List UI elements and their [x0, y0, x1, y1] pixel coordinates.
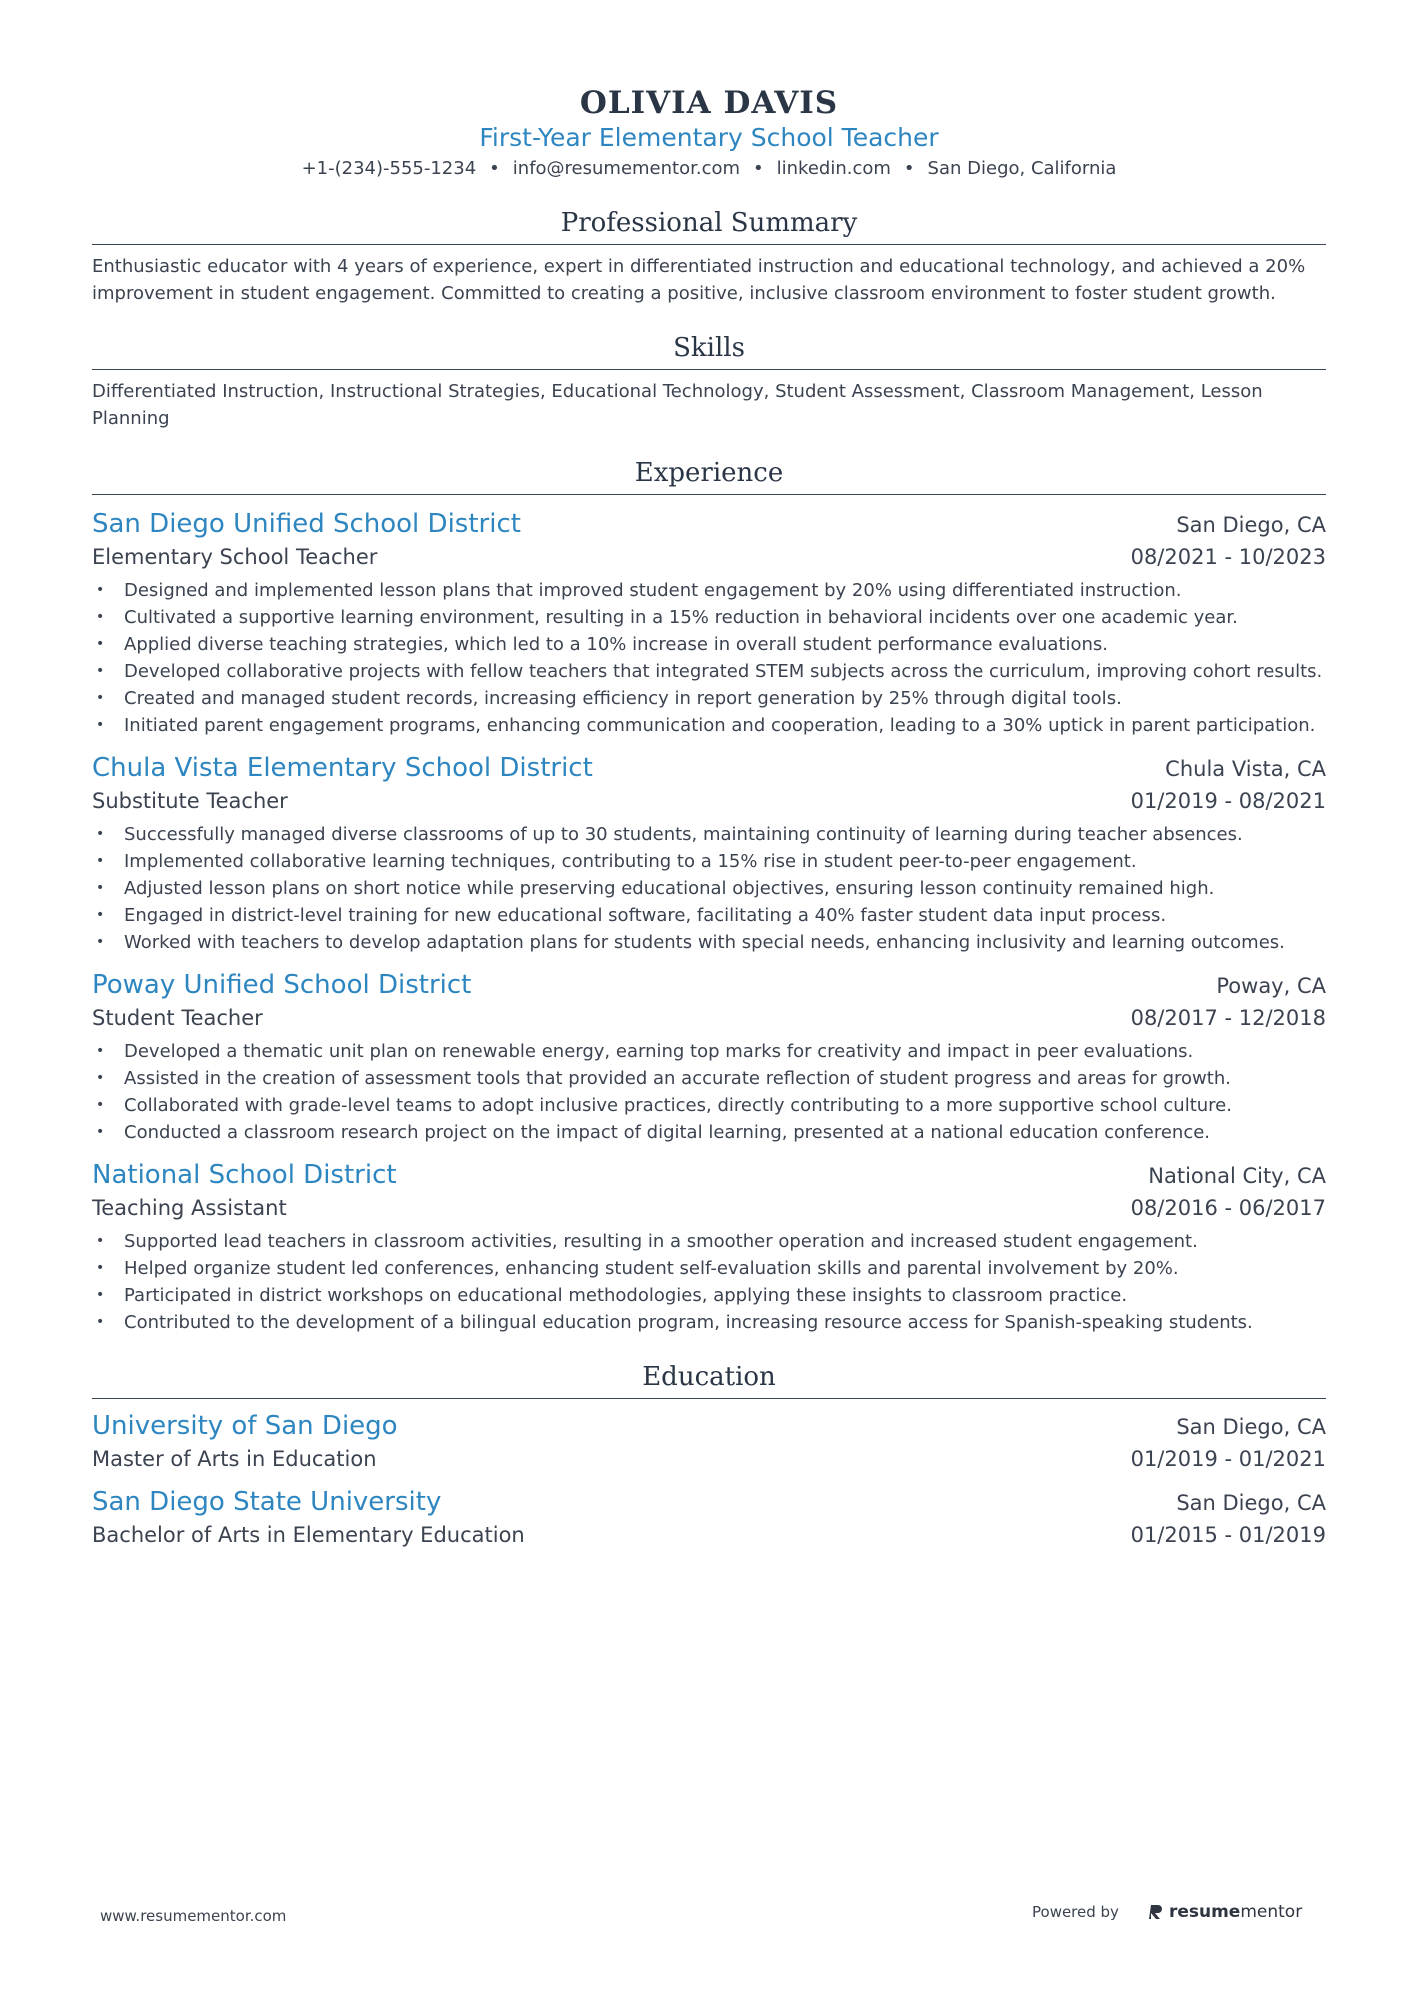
- summary-text: Enthusiastic educator with 4 years of experience, expert in differentiated instruction and educational technology, and achieved a 20% improvement in student engagement. Committed to creating a positive, inclusive classroom environment to foster student growth.: [92, 256, 1306, 304]
- job-entry: [92, 968, 1326, 1146]
- separator-dot: •: [903, 158, 915, 179]
- company-name: Chula Vista Elementary School District: [92, 753, 593, 783]
- bullet-item: • Assisted in the creation of assessment tools that provided an accurate reflection of student progress and areas for growth.: [92, 1065, 1326, 1092]
- footer-website-link[interactable]: www.resumementor.com: [100, 1907, 287, 1925]
- phone: +1-(234)-555-1234: [301, 158, 477, 179]
- bullet-item: • Developed collaborative projects with fellow teachers that integrated STEM subjects across the curriculum, improving cohort results.: [92, 658, 1326, 685]
- bullet-item: • Collaborated with grade-level teams to adopt inclusive practices, directly contributing to a more supportive school culture.: [92, 1092, 1326, 1119]
- bullet-item: • Participated in district workshops on educational methodologies, applying these insights to classroom practice.: [92, 1282, 1326, 1309]
- education-entry: [92, 1409, 1326, 1475]
- job-dates: 08/2017 - 12/2018: [1130, 1006, 1326, 1030]
- bullet-item: • Worked with teachers to develop adaptation plans for students with special needs, enhancing inclusivity and learning outcomes.: [92, 929, 1326, 956]
- company-name: National School District: [92, 1160, 397, 1190]
- separator-dot: •: [753, 158, 764, 179]
- degree: Master of Arts in Education: [92, 1447, 377, 1471]
- education-dates: 01/2015 - 01/2019: [1130, 1523, 1326, 1547]
- skills-heading: Skills: [92, 331, 1326, 370]
- bullet-item: • Supported lead teachers in classroom activities, resulting in a smoother operation and increased student engagement.: [92, 1228, 1326, 1255]
- education-dates: 01/2019 - 01/2021: [1130, 1447, 1326, 1471]
- bullet-item: • Cultivated a supportive learning environment, resulting in a 15% reduction in behavioral incidents over one academic year.: [92, 604, 1326, 631]
- bullet-item: • Created and managed student records, increasing efficiency in report generation by 25% through digital tools.: [92, 685, 1326, 712]
- bullet-item: • Engaged in district-level training for new educational software, facilitating a 40% faster student data input process.: [92, 902, 1326, 929]
- job-entry: [92, 507, 1326, 739]
- job-dates: 08/2016 - 06/2017: [1130, 1196, 1326, 1220]
- job-role: Elementary School Teacher: [92, 545, 378, 569]
- job-location: Poway, CA: [1216, 974, 1326, 998]
- bullet-item: • Implemented collaborative learning techniques, contributing to a 15% rise in student peer-to-peer engagement.: [92, 848, 1326, 875]
- bullet-item: • Helped organize student led conferences, enhancing student self-evaluation skills and parental involvement by 20%.: [92, 1255, 1326, 1282]
- footer-branding: [1032, 1902, 1302, 1922]
- job-role: Teaching Assistant: [92, 1196, 287, 1220]
- job-location: Chula Vista, CA: [1165, 757, 1326, 781]
- linkedin-link[interactable]: linkedin.com: [776, 158, 891, 179]
- school-location: San Diego, CA: [1176, 1415, 1326, 1439]
- job-dates: 08/2021 - 10/2023: [1130, 545, 1326, 569]
- bullet-item: • Adjusted lesson plans on short notice while preserving educational objectives, ensuring lesson continuity remained high.: [92, 875, 1326, 902]
- bullet-item: • Initiated parent engagement programs, enhancing communication and cooperation, leading to a 30% uptick in parent participation.: [92, 712, 1326, 739]
- degree: Bachelor of Arts in Elementary Education: [92, 1523, 525, 1547]
- email-link[interactable]: info@resumementor.com: [512, 158, 741, 179]
- summary-heading: Professional Summary: [92, 206, 1326, 245]
- school-name: San Diego State University: [92, 1487, 442, 1517]
- job-bullets: [92, 821, 1326, 956]
- powered-by-label: Powered by: [1032, 1903, 1119, 1921]
- contact-line: [92, 156, 1326, 182]
- candidate-title: First-Year Elementary School Teacher: [479, 123, 939, 152]
- brand-name-bold: resume: [1168, 1902, 1241, 1922]
- job-role: Student Teacher: [92, 1006, 263, 1030]
- bullet-item: • Conducted a classroom research project on the impact of digital learning, presented at a national education conference.: [92, 1119, 1326, 1146]
- education-entry: [92, 1485, 1326, 1551]
- job-location: San Diego, CA: [1176, 513, 1326, 537]
- job-dates: 01/2019 - 08/2021: [1130, 789, 1326, 813]
- job-role: Substitute Teacher: [92, 789, 288, 813]
- brand-logo[interactable]: [1149, 1902, 1302, 1922]
- separator-dot: •: [489, 158, 500, 179]
- company-name: Poway Unified School District: [92, 970, 472, 1000]
- school-location: San Diego, CA: [1176, 1491, 1326, 1515]
- resumementor-logo-icon: [1149, 1903, 1163, 1921]
- job-bullets: [92, 1228, 1326, 1336]
- skills-text: Differentiated Instruction, Instructional Strategies, Educational Technology, Student Assessment, Classroom Management, Lesson Planning: [92, 381, 1263, 429]
- job-entry: [92, 751, 1326, 956]
- job-bullets: [92, 1038, 1326, 1146]
- company-name: San Diego Unified School District: [92, 509, 521, 539]
- brand-name-rest: mentor: [1240, 1902, 1303, 1922]
- job-bullets: [92, 577, 1326, 739]
- bullet-item: • Designed and implemented lesson plans that improved student engagement by 20% using differentiated instruction.: [92, 577, 1326, 604]
- location: San Diego, California: [927, 158, 1117, 179]
- experience-heading: Experience: [92, 456, 1326, 495]
- job-location: National City, CA: [1148, 1164, 1326, 1188]
- education-heading: Education: [92, 1360, 1326, 1399]
- resume-page: [92, 0, 1326, 1551]
- school-name: University of San Diego: [92, 1411, 398, 1441]
- bullet-item: • Contributed to the development of a bilingual education program, increasing resource access for Spanish-speaking students.: [92, 1309, 1326, 1336]
- job-entry: [92, 1158, 1326, 1336]
- bullet-item: • Successfully managed diverse classrooms of up to 30 students, maintaining continuity of learning during teacher absences.: [92, 821, 1326, 848]
- candidate-name: OLIVIA DAVIS: [579, 85, 839, 121]
- bullet-item: • Developed a thematic unit plan on renewable energy, earning top marks for creativity and impact in peer evaluations.: [92, 1038, 1326, 1065]
- bullet-item: • Applied diverse teaching strategies, which led to a 10% increase in overall student performance evaluations.: [92, 631, 1326, 658]
